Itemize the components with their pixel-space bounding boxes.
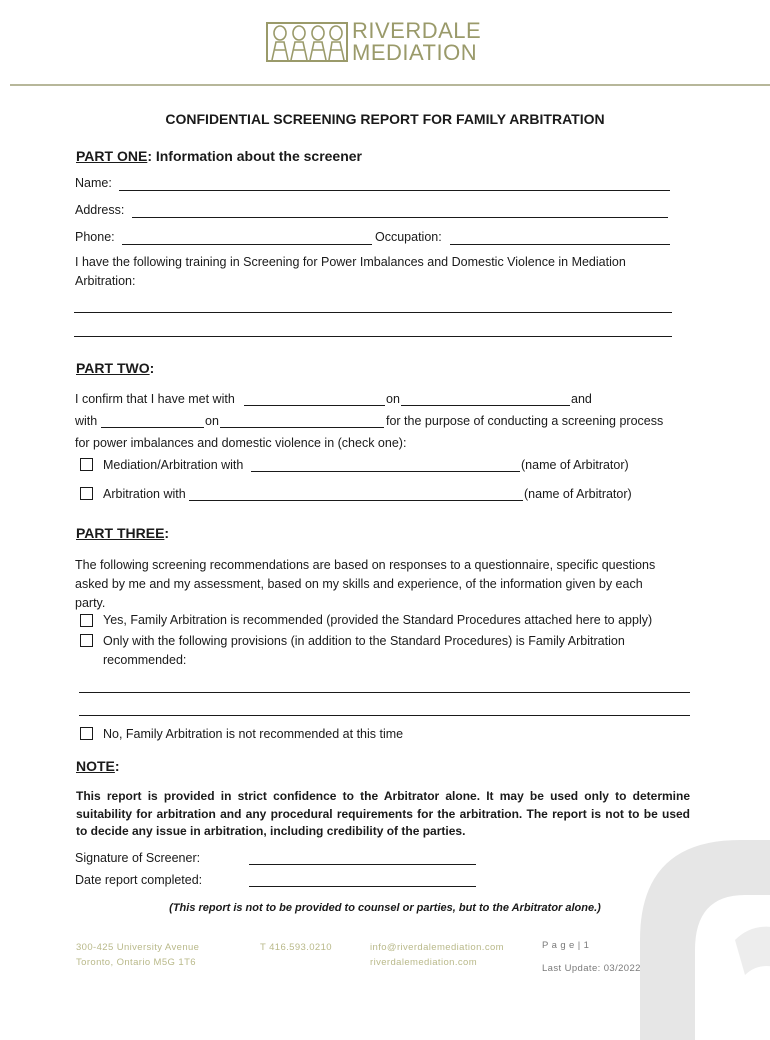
- name-field[interactable]: [119, 190, 670, 191]
- page-number: P a g e | 1: [542, 940, 590, 951]
- footer-address: [76, 940, 199, 970]
- part-three-intro: The following screening recommendations are based on responses to a questionnaire, specific questions asked by me and my assessment, based on my skills and experience, of the information given by each party.: [75, 558, 656, 610]
- part-three-heading-rest: :: [164, 525, 170, 541]
- arbitration-checkbox[interactable]: [80, 487, 93, 500]
- part-three-heading-label: PART THREE: [76, 525, 165, 541]
- provisions-field-line-1[interactable]: [79, 692, 690, 693]
- part-two-heading-rest: :: [149, 360, 155, 376]
- part-two-heading: [76, 360, 154, 376]
- check-intro: for power imbalances and domestic violence in (check one):: [75, 436, 407, 450]
- option2-label: Arbitration with: [103, 487, 186, 501]
- recommended-no-checkbox[interactable]: [80, 727, 93, 740]
- part-one-heading: [76, 148, 362, 164]
- logo-line-1: RIVERDALE: [352, 18, 482, 43]
- footer-phone: T 416.593.0210: [260, 942, 332, 953]
- option2-suffix: (name of Arbitrator): [524, 487, 632, 501]
- watermark-logo-shape: [620, 820, 770, 1040]
- address-label: Address:: [75, 203, 125, 217]
- name-label: Name:: [75, 176, 112, 190]
- on-label: on: [386, 392, 400, 406]
- option-no-label: No, Family Arbitration is not recommended at this time: [103, 727, 404, 741]
- date-completed-label: Date report completed:: [75, 873, 203, 887]
- occupation-label: Occupation:: [375, 230, 442, 244]
- signature-field[interactable]: [249, 864, 476, 865]
- part-one-heading-rest: : Information about the screener: [147, 148, 363, 164]
- part-three-heading: [76, 525, 169, 541]
- purpose-text: for the purpose of conducting a screening process: [386, 414, 664, 428]
- last-update: Last Update: 03/2022: [542, 963, 641, 974]
- logo-wordmark: [352, 20, 481, 64]
- option1-suffix: (name of Arbitrator): [521, 458, 629, 472]
- second-party-field[interactable]: [101, 427, 204, 428]
- footer-address-line-1: 300-425 University Avenue: [76, 942, 200, 953]
- signature-label: Signature of Screener:: [75, 851, 201, 865]
- second-date-field[interactable]: [220, 427, 384, 428]
- phone-field[interactable]: [122, 244, 372, 245]
- met-date-field[interactable]: [401, 405, 570, 406]
- header-divider: [10, 84, 770, 86]
- mediation-arbitrator-name-field[interactable]: [251, 471, 520, 472]
- training-field-line-1[interactable]: [74, 312, 672, 313]
- and-label: and: [571, 392, 592, 406]
- company-logo: [266, 20, 496, 66]
- footer-website: riverdalemediation.com: [370, 957, 478, 968]
- option-yes-label: Yes, Family Arbitration is recommended (provided the Standard Procedures attached here to apply): [103, 613, 653, 627]
- note-text: This report is provided in strict confidence to the Arbitrator alone. It may be used only to determine suitability for arbitration and any procedural requirements for the arbitration. The report is not to be used to decide any issue in arbitration, including credibility of the parties.: [76, 789, 690, 838]
- recommended-provisions-checkbox[interactable]: [80, 634, 93, 647]
- address-field[interactable]: [132, 217, 668, 218]
- note-heading-label: NOTE: [76, 758, 115, 774]
- part-one-heading-label: PART ONE: [76, 148, 148, 164]
- document-title: CONFIDENTIAL SCREENING REPORT FOR FAMILY ARBITRATION: [165, 111, 605, 127]
- option-provisions-label: Only with the following provisions (in addition to the Standard Procedures) is Family Arbitration recommended:: [103, 634, 625, 667]
- date-completed-field[interactable]: [249, 886, 476, 887]
- on-label-2: on: [205, 414, 219, 428]
- training-statement: I have the following training in Screening for Power Imbalances and Domestic Violence in Mediation Arbitration:: [75, 255, 626, 288]
- with-label: with: [75, 414, 98, 428]
- part-two-heading-label: PART TWO: [76, 360, 150, 376]
- option1-label: Mediation/Arbitration with: [103, 458, 244, 472]
- note-heading: [76, 758, 120, 774]
- footer-contact: [370, 940, 504, 970]
- recommended-yes-checkbox[interactable]: [80, 614, 93, 627]
- disclaimer: (This report is not to be provided to counsel or parties, but to the Arbitrator alone.): [169, 902, 601, 914]
- note-heading-rest: :: [114, 758, 120, 774]
- confirm-prefix: I confirm that I have met with: [75, 392, 235, 406]
- footer-address-line-2: Toronto, Ontario M5G 1T6: [76, 957, 196, 968]
- met-with-field[interactable]: [244, 405, 385, 406]
- logo-line-2: MEDIATION: [352, 40, 478, 65]
- provisions-field-line-2[interactable]: [79, 715, 690, 716]
- training-field-line-2[interactable]: [74, 336, 672, 337]
- logo-figures-icon: [266, 22, 348, 62]
- footer-email: info@riverdalemediation.com: [370, 942, 504, 953]
- occupation-field[interactable]: [450, 244, 670, 245]
- arbitrator-name-field[interactable]: [189, 500, 523, 501]
- phone-label: Phone:: [75, 230, 115, 244]
- mediation-arbitration-checkbox[interactable]: [80, 458, 93, 471]
